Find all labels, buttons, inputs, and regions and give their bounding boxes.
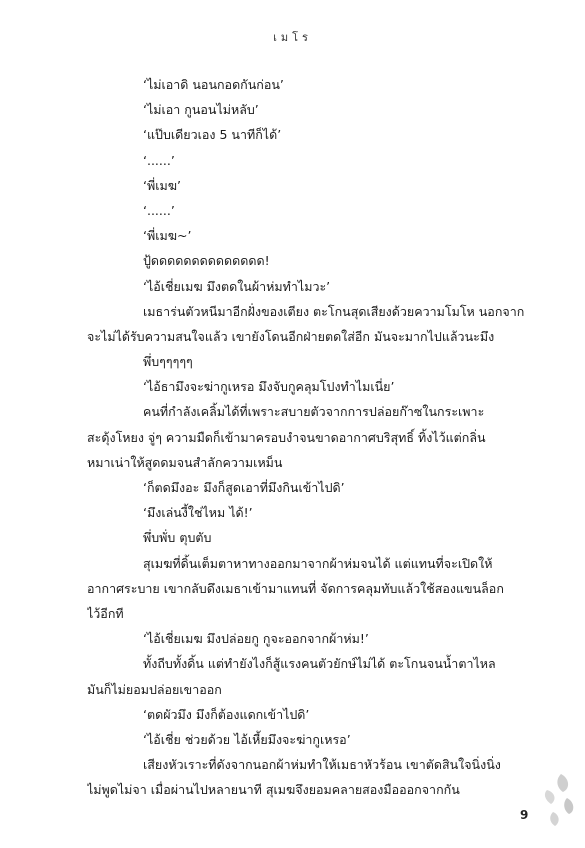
text-line: หมาเน่าให้สูดดมจนสำลักความเหม็น xyxy=(87,454,283,470)
text-line: ‘ไม่เอา กูนอนไม่หลับ’ xyxy=(143,102,259,118)
leaf-ornament-icon xyxy=(539,770,579,830)
text-line: พึ่บๆๆๆๆๆ xyxy=(143,354,193,370)
text-line: อากาศระบาย เขากลับดึงเมธาเข้ามาแทนที่ จัดการคลุมทับแล้วใช้สองแขนล็อก xyxy=(87,580,504,596)
text-line: สุเมฆที่ดิ้นเต็มตาหาทางออกมาจากผ้าห่มจนได้ แต่แทนที่จะเปิดให้ xyxy=(143,555,493,571)
text-line: ไม่พูดไม่จา เมื่อผ่านไปหลายนาที สุเมฆจึงยอมคลายสองมือออกจากกัน xyxy=(87,782,460,798)
text-line: จะไม่ได้รับความสนใจแล้ว เขายังโดนอีกฝ่ายตดใส่อีก มันจะมากไปแล้วนะมึง xyxy=(87,328,495,344)
text-line: คนที่กำลังเคลิ้มได้ที่เพราะสบายตัวจากการปล่อยก๊าซในกระเพาะ xyxy=(143,404,485,420)
running-header: เมโร xyxy=(273,31,312,44)
text-line: ปู้ดดดดดดดดดดดดดด! xyxy=(143,253,270,269)
text-line: ‘แป๊บเดียวเอง 5 นาทีก็ได้’ xyxy=(143,127,282,143)
text-line: ‘......’ xyxy=(143,202,175,218)
text-line: ‘ไอ้เชี่ยเมฆ มึงตดในผ้าห่มทำไมวะ’ xyxy=(143,278,331,294)
text-line: ‘ไอ้เชี่ย ช่วยด้วย ไอ้เหี้ยมึงจะฆ่ากูเหรอ’ xyxy=(143,731,351,747)
text-line: เสียงหัวเราะที่ดังจากนอกผ้าห่มทำให้เมธาหัวร้อน เขาตัดสินใจนิ่งนิ่ง xyxy=(143,757,501,773)
text-line: ‘ตดผัวมึง มึงก็ต้องแดกเข้าไปดิ’ xyxy=(143,706,310,722)
text-line: ‘ไอ้ธามึงจะฆ่ากูเหรอ มึงจับกูคลุมโปงทำไมเนี่ย’ xyxy=(143,379,395,395)
text-line: ‘พี่เมฆ’ xyxy=(143,177,181,193)
text-line: ‘พี่เมฆ~’ xyxy=(143,228,192,244)
text-line: เมธาร่นตัวหนีมาอีกฝั่งของเตียง ตะโกนสุดเสียงด้วยความโมโห นอกจาก xyxy=(143,303,525,319)
text-line: ‘ไอ้เชี่ยเมฆ มึงปล่อยกู กูจะออกจากผ้าห่ม!’ xyxy=(143,631,369,647)
text-line: ‘มึงเล่นงี้ใช่ไหม ได้!’ xyxy=(143,505,253,521)
text-line: ‘ก็ตดมึงอะ มึงก็สูดเอาที่มึงกินเข้าไปดิ’ xyxy=(143,480,345,495)
body-text xyxy=(87,72,531,802)
text-line: สะดุ้งโหยง จู่ๆ ความมืดก็เข้ามาครอบงำจนขาดอากาศบริสุทธิ์ ทิ้งไว้แต่กลิ่น xyxy=(87,429,486,445)
text-line: มันก็ไม่ยอมปล่อยเขาออก xyxy=(87,681,222,697)
text-line: ‘......’ xyxy=(143,152,175,168)
text-line: พึ่บพั่บ ตุบตับ xyxy=(143,530,212,546)
text-line: ทั้งถีบทั้งดิ้น แต่ทำยังไงก็สู้แรงคนตัวยักษ์ไม่ได้ ตะโกนจนน้ำตาไหล xyxy=(143,656,496,672)
text-line: ‘ไม่เอาดิ นอนกอดกันก่อน’ xyxy=(143,77,284,92)
text-line: ไว้อีกที xyxy=(87,605,124,621)
page-number: 9 xyxy=(520,808,529,822)
